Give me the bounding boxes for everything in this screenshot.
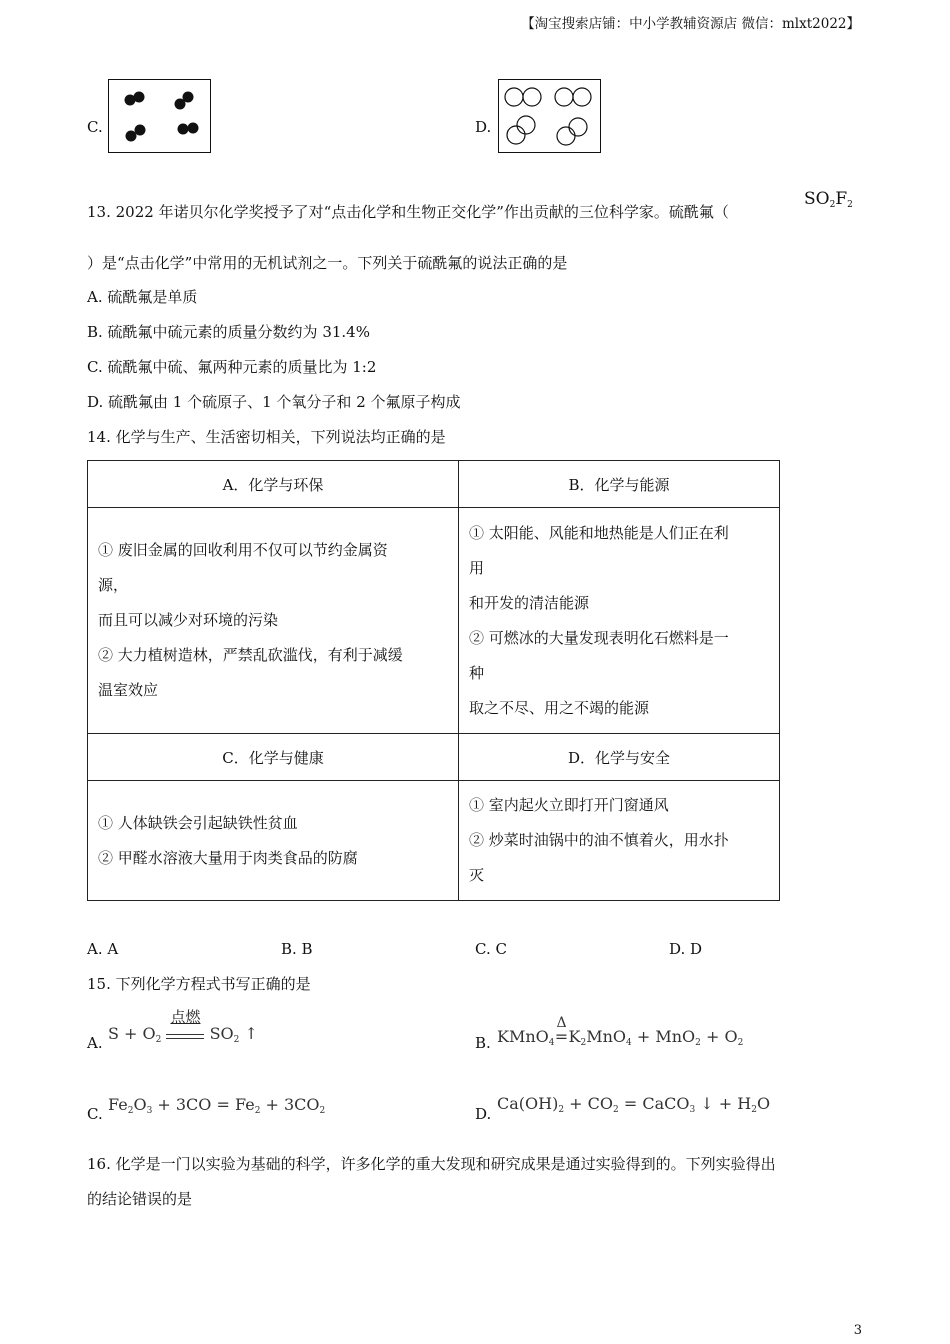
q15-option-a-label: A. [87, 1034, 103, 1052]
q15-option-b-label: B. [475, 1034, 491, 1052]
molecule-circles-icon [499, 80, 600, 152]
q14-table [87, 460, 780, 901]
q16-stem-line2: 的结论错误的是 [87, 1190, 193, 1208]
table-cell-d: ① 室内起火立即打开门窗通风 ② 炒菜时油锅中的油不慎着火，用水扑 灭 [459, 781, 780, 901]
q15-option-a-equation: $S + O_2$ 点燃 $SO_2$ ↑ [108, 1008, 258, 1045]
q13-option-b: B. 硫酰氟中硫元素的质量分数约为 31.4% [87, 323, 370, 341]
q13-stem-line2: ）是“点击化学”中常用的无机试剂之一。下列关于硫酰氟的说法正确的是 [87, 254, 568, 272]
table-head-c: C．化学与健康 [88, 734, 459, 781]
table-cell-a: ① 废旧金属的回收利用不仅可以节约金属资 源， 而且可以减少对环境的污染 ② 大力植树造林，严禁乱砍滥伐，有利于减缓 温室效应 [88, 508, 459, 734]
q15-stem: 15. 下列化学方程式书写正确的是 [87, 975, 311, 993]
table-cell-c: ① 人体缺铁会引起缺铁性贫血 ② 甲醛水溶液大量用于肉类食品的防腐 [88, 781, 459, 901]
q15-option-c-label: C. [87, 1105, 103, 1123]
q13-option-a: A. 硫酰氟是单质 [87, 288, 198, 306]
q12-option-d-diagram [498, 79, 601, 153]
q13-stem-part1: 13. 2022 年诺贝尔化学奖授予了对“点击化学和生物正交化学”作出贡献的三位科学家。硫酰氟（ [87, 203, 729, 221]
table-head-a: A．化学与环保 [88, 461, 459, 508]
q14-option-d: D. D [669, 940, 703, 958]
q13-formula: $SO_2F_2$ [804, 189, 853, 210]
q15-option-c-equation: $Fe_2O_3 + 3CO = Fe_2 + 3CO_2$ [108, 1095, 326, 1116]
q15-option-b-equation: KMnO$_4$ Δ $=K_2MnO_4 + MnO_2 + O_2$ [497, 1015, 744, 1048]
table-head-b: B．化学与能源 [459, 461, 780, 508]
q13-stem-line1 [87, 202, 729, 222]
q16-stem-line1: 16. 化学是一门以实验为基础的科学，许多化学的重大发现和研究成果是通过实验得到的。下列实验得出 [87, 1155, 776, 1173]
table-head-d: D．化学与安全 [459, 734, 780, 781]
q13-option-d: D. 硫酰氟由 1 个硫原子、1 个氧分子和 2 个氟原子构成 [87, 393, 461, 411]
q12-option-c-diagram [108, 79, 211, 153]
molecule-dots-icon [109, 80, 210, 152]
page-number: 3 [853, 1323, 862, 1338]
q12-option-d-label: D. [475, 118, 492, 136]
q14-option-b: B. B [281, 940, 313, 958]
table-cell-b: ① 太阳能、风能和地热能是人们正在利 用 和开发的清洁能源 ② 可燃冰的大量发现表明化石燃料是一 种 取之不尽、用之不竭的能源 [459, 508, 780, 734]
q15-a-condition: 点燃 [170, 1008, 201, 1026]
q15-option-d-label: D. [475, 1105, 492, 1123]
q14-option-a: A. A [87, 940, 119, 958]
page-header: 【淘宝搜索店铺：中小学教辅资源店 微信：mlxt2022】 [521, 16, 860, 32]
q14-stem: 14. 化学与生产、生活密切相关，下列说法均正确的是 [87, 428, 446, 446]
q15-option-d-equation: $Ca(OH)_2 + CO_2$ = CaCO$_3$ ↓ + $H_2O$ [497, 1094, 771, 1115]
q12-option-c-label: C. [87, 118, 103, 136]
q13-option-c: C. 硫酰氟中硫、氟两种元素的质量比为 1:2 [87, 358, 377, 376]
q14-option-c: C. C [475, 940, 507, 958]
q15-b-condition: Δ [556, 1015, 567, 1031]
